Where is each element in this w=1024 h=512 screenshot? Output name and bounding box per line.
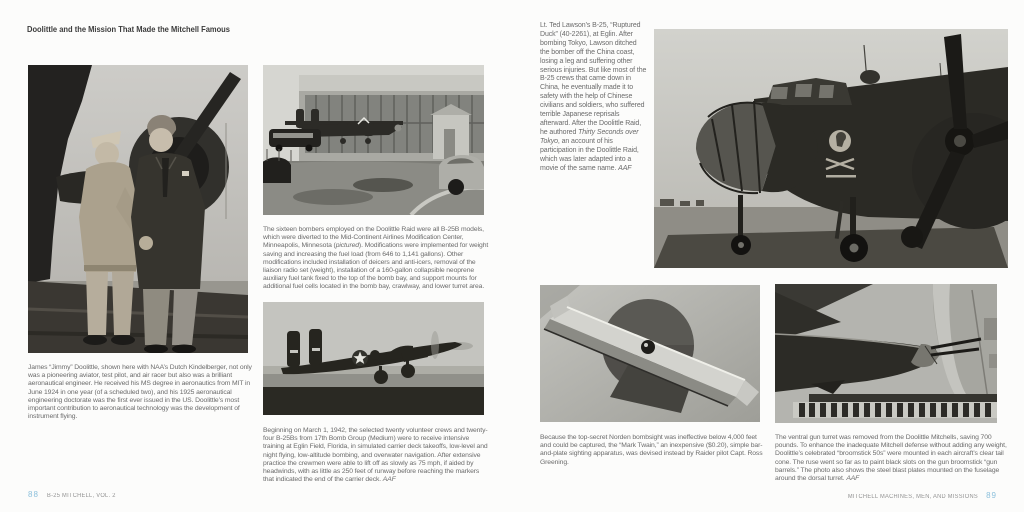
- caption-modification-italic: pictured: [335, 242, 359, 250]
- caption-broomstick: [775, 434, 1007, 483]
- photo-b25-takeoff-art: [263, 302, 484, 415]
- left-footer-title: B-25 MITCHELL, VOL. 2: [46, 493, 116, 499]
- caption-eglin-credit: AAF: [382, 476, 396, 484]
- right-footer: [841, 491, 997, 500]
- lawson-text-2: , an account of his participation in the Doolittle Raid, which was later adapted into a movie of the same name.: [540, 137, 639, 172]
- photo-broomstick-tail: [775, 284, 997, 423]
- caption-doolittle: James “Jimmy” Doolittle, shown here with NAA’s Dutch Kindelberger, not only was a pioneering aviator, test pilot, and air racer but also was a brilliant aeronautical engineer. He received his MS degree in aeronautics from MIT in June 1924 in one year (of a scheduled two), and his 1925 aeronautical engineering doctorate was the first ever issued in the US. Doolittle’s most important contribution to aeronautical technology was the development of instrument flying.: [28, 364, 252, 421]
- photo-mark-twain-bombsight: [540, 285, 760, 422]
- photo-broomstick-tail-art: [775, 284, 997, 423]
- caption-modification-text-2: ). Modifications were implemented for weight saving and increasing the fuel load (from 646 to 1,141 gallons). Other modifications included installation of deicers and anti-icers, removal of the liaison radio set (weight), installation of a 160-gallon collapsible neoprene auxiliary fuel tank fixed to the top of the bomb bay, and support mounts for additional fuel cells located in the bomb bay, crawlway, and lower turret area.: [263, 242, 489, 291]
- caption-eglin-training: [263, 427, 489, 484]
- photo-doolittle-kindelberger: [28, 65, 248, 353]
- photo-doolittle-kindelberger-art: [28, 65, 248, 353]
- left-folio: 88: [28, 490, 39, 499]
- right-page: [512, 0, 1024, 512]
- lawson-text-1: Lt. Ted Lawson’s B-25, “Ruptured Duck” (40-2261), at Eglin. After bombing Tokyo, Lawson ditched the bomber off the China coast, losing a leg and suffering other serious injuries. But like most of the B-25 crews that came down in China, he eventually made it to safety with the help of Chinese civilians and soldiers, who suffered terrible Japanese reprisals afterward. After the Doolittle Raid, he authored: [540, 22, 647, 136]
- right-folio: 89: [986, 491, 997, 500]
- caption-mark-twain: Because the top-secret Norden bombsight was ineffective below 4,000 feet and could be captured, the “Mark Twain,” an inexpensive ($0.20), simple bar-and-plate sighting apparatus, was devised instead by Raider pilot Capt. Ross Greening.: [540, 434, 763, 466]
- photo-ruptured-duck: [654, 29, 1008, 268]
- photo-ruptured-duck-art: [654, 29, 1008, 268]
- lawson-column-text: [540, 22, 647, 173]
- photo-modification-center: [263, 65, 484, 215]
- caption-eglin-text: Beginning on March 1, 1942, the selected twenty volunteer crews and twenty-four B-25Bs from 17th Bomb Group (Medium) were to receive intensive training at Eglin Field, Florida, in simulated carrier deck takeoffs, low-level and night flying, low-altitude bombing, and overwater navigation. After extensive practice the crewmen were able to lift off as slowly as 75 mph, if aided by headwinds, with as little as 250 feet of runway before reaching the markers that indicated the end of the carrier deck.: [263, 427, 488, 484]
- lawson-book-title: Thirty Seconds over Tokyo: [540, 128, 639, 145]
- chapter-title: Doolittle and the Mission That Made the Mitchell Famous: [27, 25, 230, 34]
- photo-b25-takeoff: [263, 302, 484, 415]
- caption-modification-center: [263, 226, 489, 292]
- lawson-credit: AAF: [618, 164, 632, 172]
- photo-mark-twain-art: [540, 285, 760, 422]
- caption-broomstick-text: The ventral gun turret was removed from the Doolittle Mitchells, saving 700 pounds. To enhance the inadequate Mitchell defense without adding any weight, Doolittle’s celebrated “broomstick 50s” were mounted in each aircraft’s clear tail cone. The ruse went so far as to paint black slots on the gun broomstick “gun barrels.” The photo also shows the steel blast plates mounted on the fuselage around the dorsal turret.: [775, 434, 1007, 483]
- caption-modification-text-1: The sixteen bombers employed on the Doolittle Raid were all B-25B models, which were diverted to the Mid-Continent Airlines Modification Center, Minneapolis, Minnesota (: [263, 226, 484, 250]
- left-footer: [28, 490, 119, 499]
- right-footer-title: MITCHELL MACHINES, MEN, AND MISSIONS: [848, 494, 979, 500]
- caption-broomstick-credit: AAF: [846, 475, 860, 483]
- photo-modification-center-art: [263, 65, 484, 215]
